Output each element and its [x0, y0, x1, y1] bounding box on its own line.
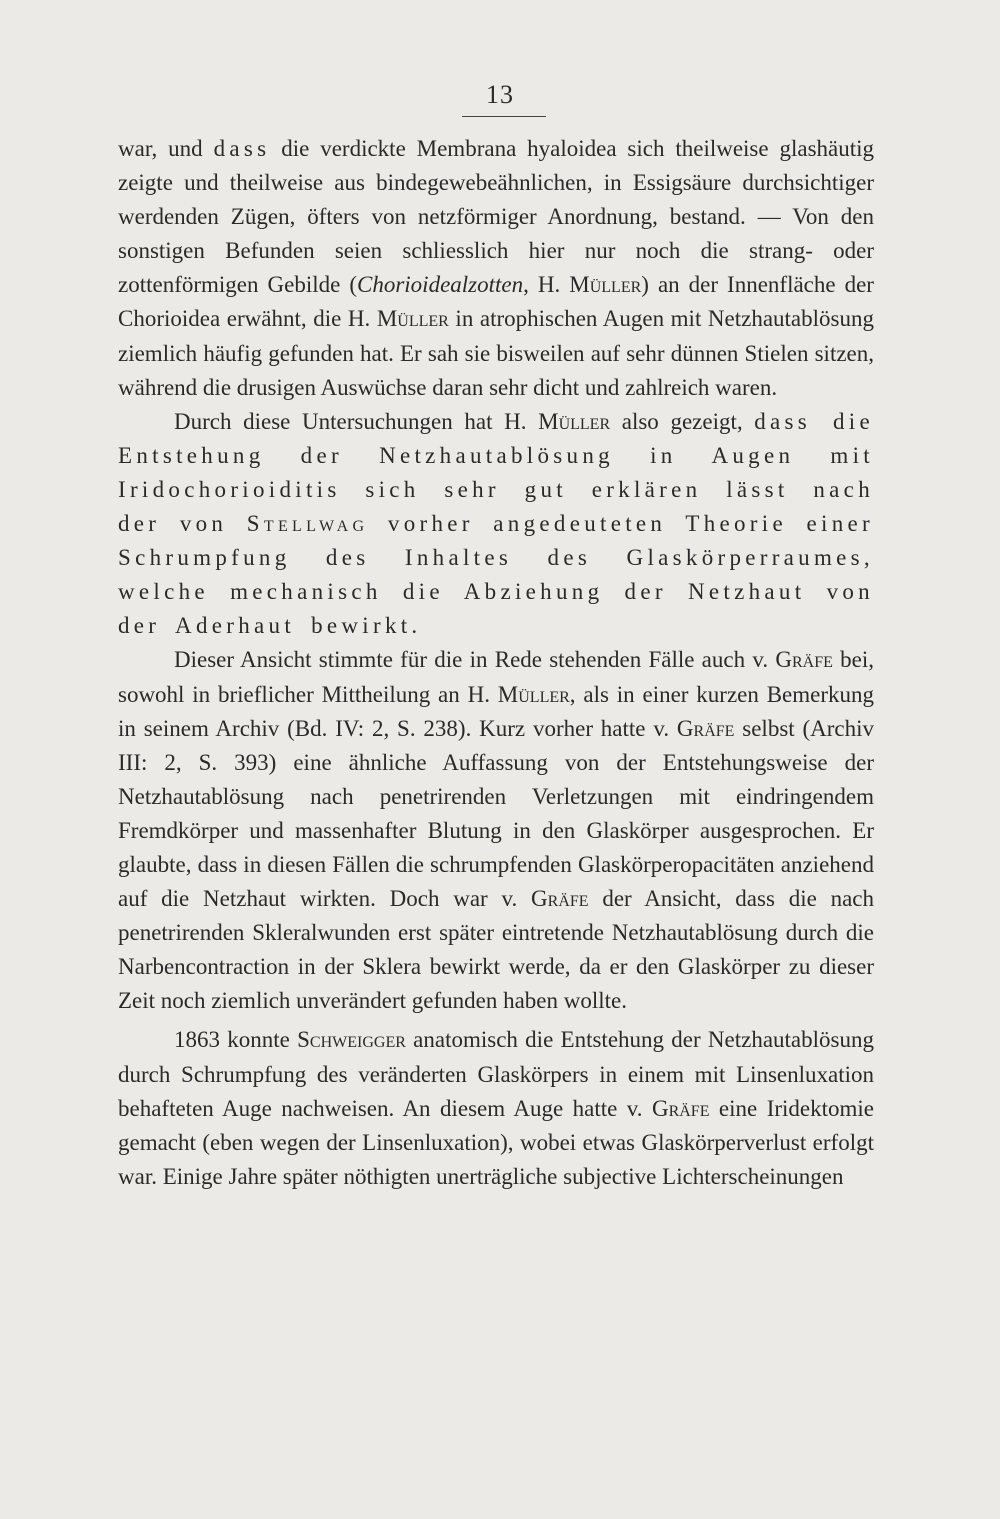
text-run: 1863 konnte [174, 1027, 298, 1053]
author-name: Schweigger [297, 1027, 406, 1053]
author-name: Müller [538, 408, 611, 434]
author-name: Gräfe [651, 1095, 710, 1121]
text-run: eine Iridektomie gemacht (eben wegen der Linsenluxation), wobei etwas Glaskörperverlust erfolgt war. Einige Jahre später nöthigten unerträgliche subjective Lichterscheinungen [118, 1095, 874, 1189]
text-run: Durch diese Untersuchungen hat H. [174, 408, 539, 434]
author-name: Gräfe [676, 715, 735, 741]
author-name: Stellwag [246, 511, 369, 537]
text-run: ) an der Innenfläche der Chorioidea erwähnt, die H. [118, 272, 874, 332]
emphasized-text: vorher angedeuteten Theorie einer Schrumpfung des Inhaltes des Glaskörperraumes, welche mechanisch die Abziehung der Netzhaut von der Aderhaut bewirkt. [118, 511, 874, 639]
text-run: , als in einer kurzen Bemerkung in seinem Archiv (Bd. IV: 2, S. 238). Kurz vorher hatte v. [118, 681, 874, 741]
text-run: also gezeigt, [610, 408, 755, 434]
page-number-rule [462, 116, 546, 117]
author-name: Gräfe [531, 886, 589, 912]
text-run: selbst (Archiv III: 2, S. 393) eine ähnliche Auffassung von der Entstehungsweise der Netzhautablösung nach penetrirenden Verletzungen mit eindringendem Fremdkörper und massenhafter Blutung in den Glaskörper ausgesprochen. Er glaubte, dass in diesen Fällen die schrumpfenden Glaskörperopacitäten anziehend auf die Netzhaut wirkten. Doch war v. [118, 715, 875, 912]
text-run: anatomisch die Entstehung der Netzhautablösung durch Schrumpfung des veränderten Glaskörpers in einem mit Linsenluxation behafteten Auge nachweisen. An diesem Auge hatte v. [118, 1027, 874, 1121]
text-run: bei, sowohl in brieflicher Mittheilung an H. [118, 647, 874, 707]
text-run: , H. [523, 272, 570, 298]
text-run: Dieser Ansicht stimmte für die in Rede stehenden Fälle auch v. [174, 647, 776, 673]
author-name: Gräfe [775, 647, 833, 673]
body-text [118, 132, 874, 1194]
paragraph [118, 405, 874, 644]
text-run: war, und [118, 136, 214, 161]
paragraph [118, 1023, 874, 1193]
author-name: Müller [569, 272, 642, 298]
text-run: der Ansicht, dass die nach penetrirenden Skleralwunden erst später eintretende Netzhautablösung durch die Narbencontraction in der Sklera bewirkt werde, da er den Glaskörper zu dieser Zeit noch ziemlich unverändert gefunden haben wollte. [118, 886, 874, 1014]
emphasized-text: dass [213, 136, 271, 161]
page-number: 13 [486, 80, 514, 109]
italic-term: Chorioidealzotten [357, 272, 524, 298]
paragraph [118, 643, 874, 1018]
emphasized-text: dass die Entstehung der Netzhautablösung in Augen mit Iridochorioiditis sich sehr gut erklären lässt nach der von [118, 408, 874, 537]
author-name: Müller [376, 306, 449, 332]
text-run: in atrophischen Augen mit Netzhautablösung ziemlich häufig gefunden hat. Er sah sie bisweilen auf sehr dünnen Stielen sitzen, während die drusigen Auswüchse daran sehr dicht und zahlreich waren. [118, 306, 874, 400]
author-name: Müller [497, 681, 570, 707]
text-run: die verdickte Membrana hyaloidea sich theilweise glashäutig zeigte und theilweise aus bindegewebeähnlichen, in Essigsäure durchsichtiger werdenden Zügen, öfters von netzförmiger Anordnung, bestand. — Von den sonstigen Befunden seien schliesslich hier nur noch die strang- oder zottenförmigen Gebilde ( [118, 136, 875, 298]
paragraph [118, 132, 874, 405]
